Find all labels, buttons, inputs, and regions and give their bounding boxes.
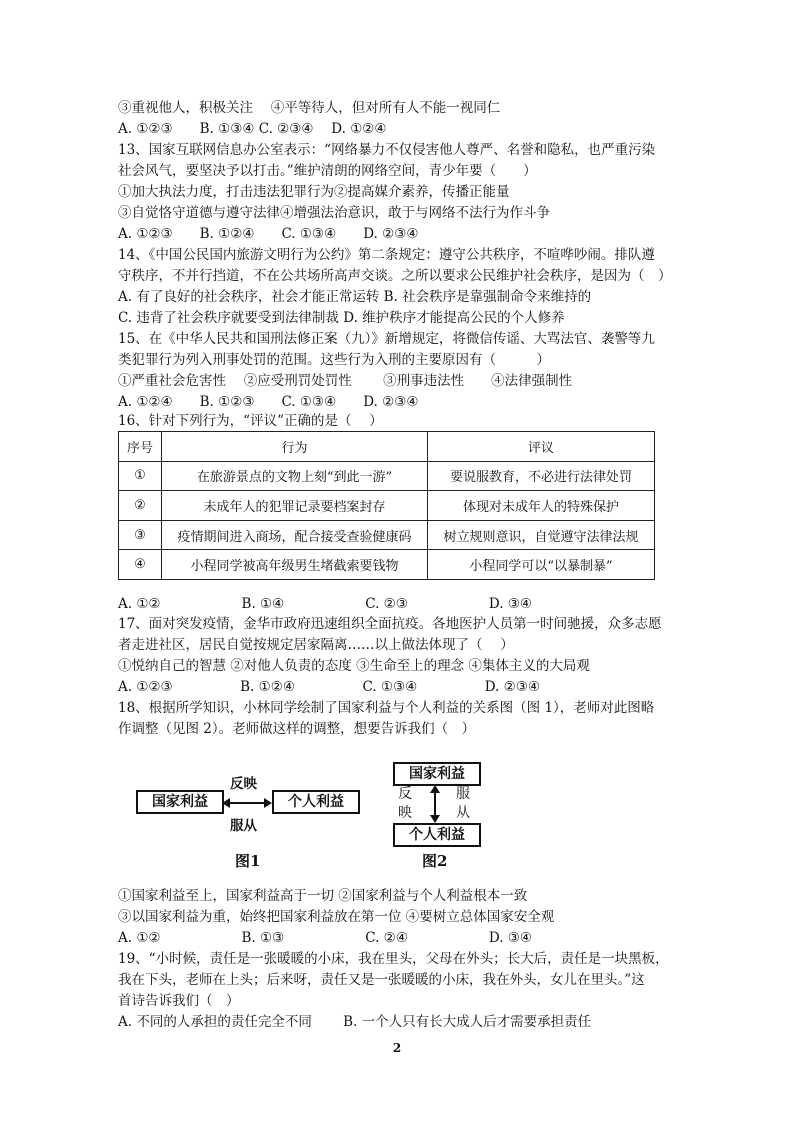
- figure2-left-label: 反映: [398, 786, 412, 821]
- q18-options-line1: ①国家利益至上，国家利益高于一切 ②国家利益与个人利益根本一致: [118, 888, 528, 904]
- figure2-top-box: 国家利益: [393, 762, 481, 786]
- q17-answer-choices: A. ①②③ B. ①②④ C. ①③④ D. ②③④: [118, 679, 540, 695]
- table-cell: 树立规则意识，自觉遵守法律法规: [428, 520, 655, 550]
- page-number: 2: [392, 1041, 402, 1055]
- q17-stem-line2: 者走进社区，居民自觉按规定居家隔离……以上做法体现了（ ）: [118, 637, 514, 653]
- q19-options-line1: A. 不同的人承担的责任完全不同 B. 一个人只有长大成人后才需要承担责任: [118, 1014, 592, 1030]
- q19-stem-line2: 我在下头，老师在上头；后来呀，责任又是一张暖暖的小床，我在外头，女儿在里头。”这: [118, 972, 645, 988]
- q14-stem-line2: 守秩序，不并行挡道，不在公共场所高声交谈。之所以要求公民维护社会秩序，是因为（ ）: [118, 268, 672, 284]
- q13-options-line2: ③自觉恪守道德与遵守法律④增强法治意识，敢于与网络不法行为作斗争: [118, 205, 550, 221]
- figure2-caption: 图2: [422, 852, 448, 870]
- q15-options: ①严重社会危害性 ②应受刑罚处罚性 ③刑事违法性 ④法律强制性: [118, 373, 573, 389]
- q18-stem-line2: 作调整（见图 2）。老师做这样的调整，想要告诉我们（ ）: [118, 721, 476, 737]
- figure1-top-label: 反映: [230, 776, 257, 792]
- table-header-row: [119, 432, 655, 462]
- table-cell: ①: [119, 461, 162, 491]
- table-row: [119, 461, 655, 491]
- table-header-cell: 行为: [162, 432, 428, 462]
- table-cell: 在旅游景点的文物上刻“到此一游”: [162, 461, 428, 491]
- q12-answer-choices: A. ①②③ B. ①③④ C. ②③④ D. ①②④: [118, 121, 387, 137]
- q13-options-line1: ①加大执法力度，打击违法犯罪行为②提高媒介素养，传播正能量: [118, 184, 510, 200]
- figure1-caption: 图1: [235, 852, 261, 870]
- table-row: [119, 550, 655, 580]
- table-cell: 疫情期间进入商场，配合接受查验健康码: [162, 520, 428, 550]
- q16-answer-choices: A. ①② B. ①④ C. ②③ D. ③④: [118, 596, 533, 612]
- q13-answer-choices: A. ①②③ B. ①②④ C. ①③④ D. ②③④: [118, 226, 419, 242]
- q13-stem-line2: 社会风气，要坚决予以打击。”维护清朗的网络空间，青少年要（ ）: [118, 163, 537, 179]
- q12-option-line: ③重视他人，积极关注 ④平等待人，但对所有人不能一视同仁: [118, 100, 501, 116]
- figure1-left-box: 国家利益: [136, 790, 224, 814]
- table-row: [119, 491, 655, 521]
- q17-options: ①悦纳自己的智慧 ②对他人负责的态度 ③生命至上的理念 ④集体主义的大局观: [118, 658, 590, 674]
- figure1-right-box: 个人利益: [272, 790, 360, 814]
- table-row: [119, 520, 655, 550]
- table-cell: 体现对未成年人的特殊保护: [428, 491, 655, 521]
- q16-table: [118, 431, 655, 580]
- figure2-bottom-box: 个人利益: [393, 823, 481, 847]
- q18-options-line2: ③以国家利益为重，始终把国家利益放在第一位 ④要树立总体国家安全观: [118, 909, 555, 925]
- table-cell: ②: [119, 491, 162, 521]
- figure2-right-label: 服从: [456, 786, 470, 821]
- table-header-cell: 序号: [119, 432, 162, 462]
- table-cell: 小程同学被高年级男生堵截索要钱物: [162, 550, 428, 580]
- table-cell: 小程同学可以“以暴制暴”: [428, 550, 655, 580]
- q15-stem-line2: 类犯罪行为列入刑事处罚的范围。这些行为入刑的主要原因有（ ）: [118, 352, 550, 368]
- q19-stem-line3: 首诗告诉我们（ ）: [118, 993, 240, 1009]
- double-arrow-icon: [425, 785, 445, 823]
- q18-answer-choices: A. ①② B. ①③ C. ②④ D. ③④: [118, 930, 533, 946]
- figure1-bottom-label: 服从: [230, 818, 257, 834]
- table-cell: ③: [119, 520, 162, 550]
- q18-stem-line1: 18、根据所学知识，小林同学绘制了国家利益与个人利益的关系图（图 1），老师对此图略: [118, 700, 655, 716]
- q15-stem-line1: 15、在《中华人民共和国刑法修正案（九）》新增规定，将微信传谣、大骂法官、袭警等九: [118, 331, 655, 347]
- q13-stem-line1: 13、国家互联网信息办公室表示：“网络暴力不仅侵害他人尊严、名誉和隐私，也严重污染: [118, 142, 656, 158]
- q14-stem-line1: 14、《中国公民国内旅游文明行为公约》第二条规定：遵守公共秩序，不喧哗吵闹。排队遵: [118, 247, 655, 263]
- q16-stem: 16、针对下列行为，“评议”正确的是（ ）: [118, 413, 383, 429]
- table-cell: ④: [119, 550, 162, 580]
- q17-stem-line1: 17、面对突发疫情，金华市政府迅速组织全面抗疫。各地医护人员第一时间驰援，众多志愿: [118, 616, 662, 632]
- q19-stem-line1: 19、“小时候，责任是一张暖暖的小床，我在里头，父母在外头；长大后，责任是一块黑板，: [118, 951, 669, 967]
- q15-answer-choices: A. ①②④ B. ①②③ C. ①③④ D. ②③④: [118, 394, 419, 410]
- table-cell: 要说服教育，不必进行法律处罚: [428, 461, 655, 491]
- q14-options-line1: A. 有了良好的社会秩序，社会才能正常运转 B. 社会秩序是靠强制命令来维持的: [118, 289, 592, 305]
- double-arrow-icon: [222, 793, 272, 813]
- q14-options-line2: C. 违背了社会秩序就要受到法律制裁 D. 维护秩序才能提高公民的个人修养: [118, 310, 565, 326]
- table-cell: 未成年人的犯罪记录要档案封存: [162, 491, 428, 521]
- table-header-cell: 评议: [428, 432, 655, 462]
